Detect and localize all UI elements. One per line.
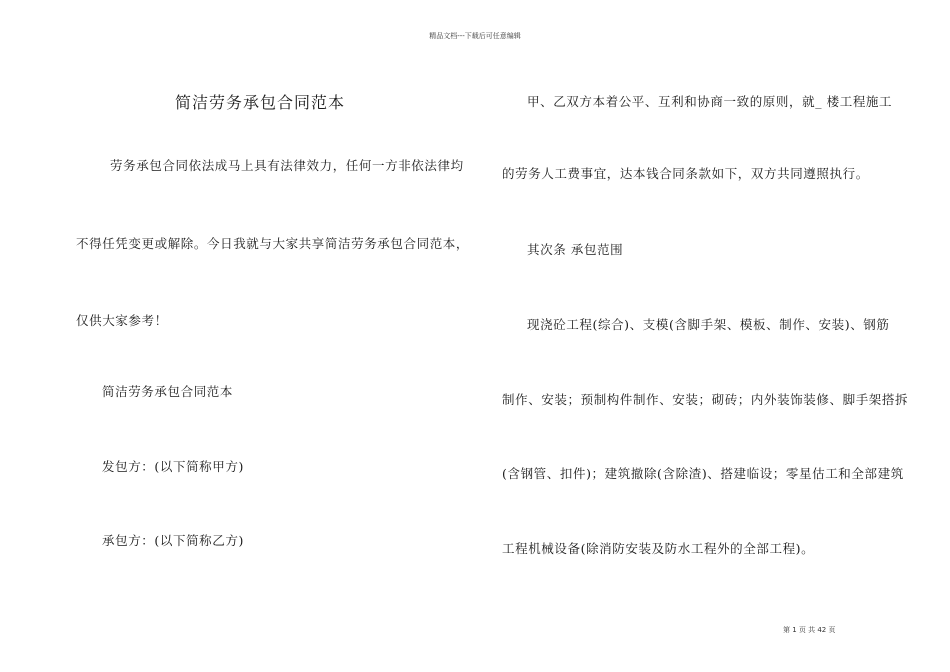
header-note: 精品文档---下载后可任意编辑 — [429, 32, 521, 40]
right-paragraph-line: (含钢管、扣件)；建筑撤除(含除渣)、搭建临设；零星估工和全部建筑 — [502, 466, 904, 481]
right-paragraph-line: 现浇砼工程(综合)、支模(含脚手架、模板、制作、安装)、钢筋 — [527, 317, 890, 332]
right-paragraph-line: 制作、安装；预制构件制作、安装；砌砖；内外装饰装修、脚手架搭拆 — [502, 392, 909, 407]
right-paragraph-line: 工程机械设备(除消防安装及防水工程外的全部工程)。 — [502, 541, 815, 556]
left-paragraph-line: 仅供大家参考！ — [76, 313, 168, 328]
right-paragraph-line: 甲、乙双方本着公平、互利和协商一致的原则，就_ 楼工程施工 — [527, 94, 893, 109]
document-title: 简洁劳务承包合同范本 — [174, 93, 345, 112]
contractor-line: 承包方：(以下简称乙方) — [102, 533, 244, 548]
contract-subtitle: 简洁劳务承包合同范本 — [102, 384, 234, 399]
section-heading: 其次条 承包范围 — [527, 242, 624, 257]
right-paragraph-line: 的劳务人工费事宜，达本钱合同条款如下，双方共同遵照执行。 — [502, 166, 869, 181]
left-paragraph-line: 不得任凭变更或解除。今日我就与大家共享简洁劳务承包合同范本， — [76, 236, 470, 251]
page-number: 第 1 页 共 42 页 — [783, 626, 836, 634]
employer-line: 发包方：(以下简称甲方) — [102, 459, 244, 474]
left-paragraph-line: 劳务承包合同依法成马上具有法律效力，任何一方非依法律均 — [110, 158, 464, 173]
